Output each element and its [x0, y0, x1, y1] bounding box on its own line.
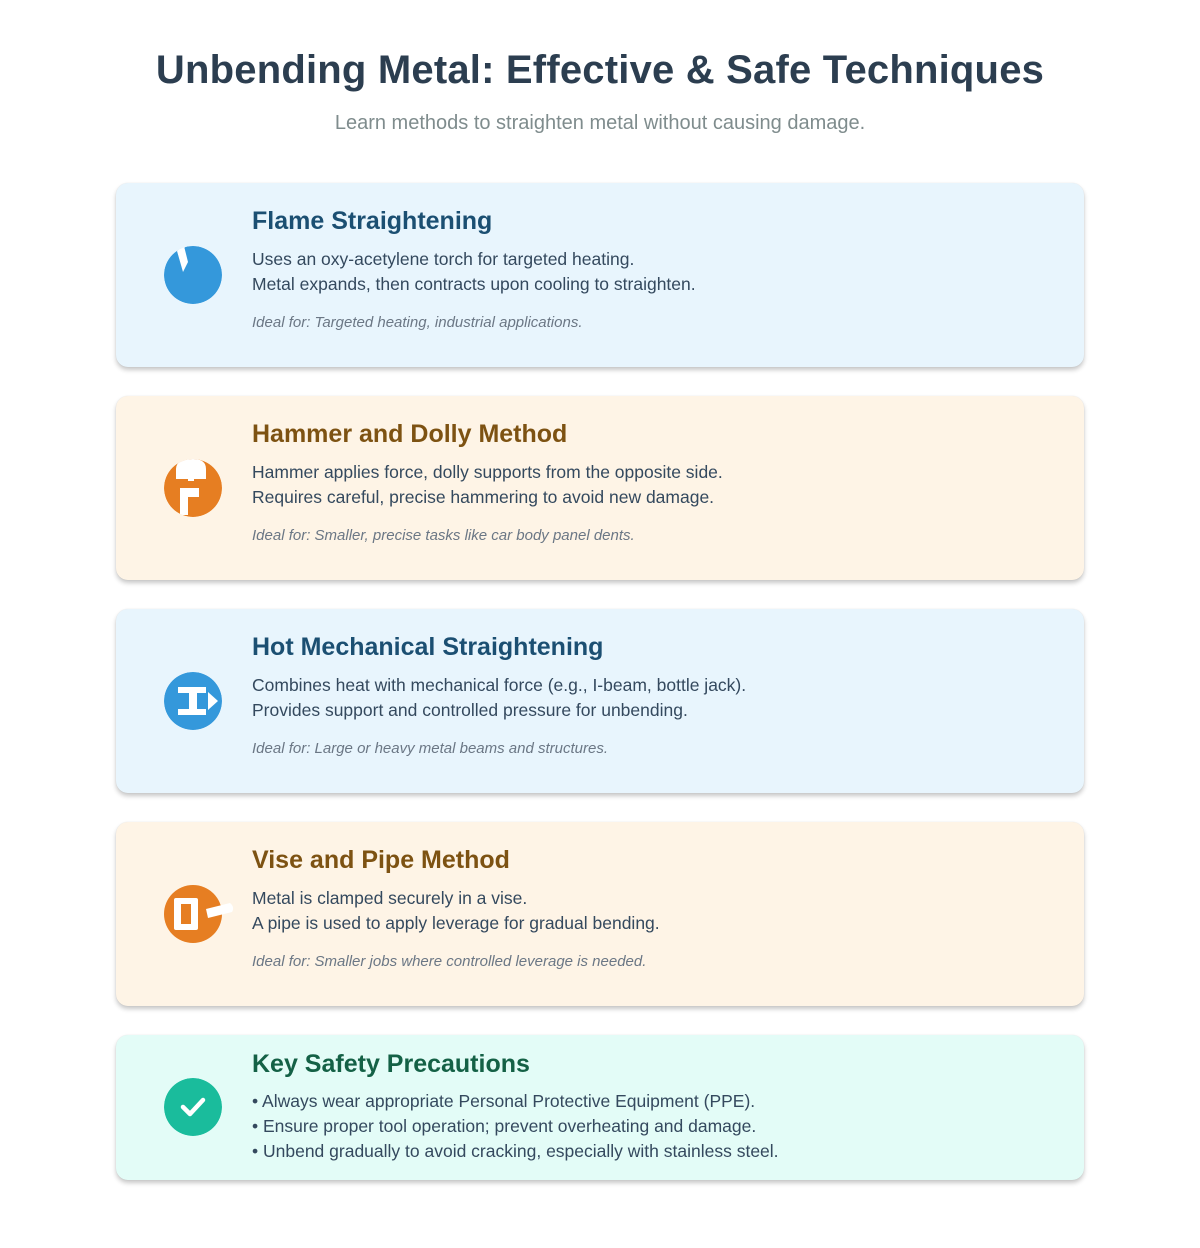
- method-title: Flame Straightening: [252, 207, 493, 235]
- method-description: [252, 247, 696, 297]
- flame-icon: [164, 246, 222, 304]
- method-card-hot-mechanical: [116, 609, 1084, 793]
- method-card-hammer-dolly: [116, 396, 1084, 580]
- description-line: Requires careful, precise hammering to avoid new damage.: [252, 487, 715, 507]
- description-line: Metal is clamped securely in a vise.: [252, 888, 528, 908]
- safety-item: • Unbend gradually to avoid cracking, especially with stainless steel.: [252, 1141, 779, 1161]
- description-line: Metal expands, then contracts upon cooling to straighten.: [252, 274, 696, 294]
- safety-title: Key Safety Precautions: [252, 1050, 530, 1078]
- safety-list: [252, 1089, 779, 1164]
- safety-item: • Always wear appropriate Personal Protective Equipment (PPE).: [252, 1091, 756, 1111]
- page-title: Unbending Metal: Effective & Safe Techniques: [155, 48, 1045, 92]
- i-beam-icon: [164, 672, 222, 730]
- method-description: [252, 673, 746, 723]
- description-line: Uses an oxy-acetylene torch for targeted heating.: [252, 249, 635, 269]
- method-ideal-for: Ideal for: Targeted heating, industrial applications.: [252, 314, 583, 331]
- method-title: Hammer and Dolly Method: [252, 420, 568, 448]
- vise-icon: [164, 885, 222, 943]
- method-ideal-for: Ideal for: Smaller, precise tasks like car body panel dents.: [252, 527, 635, 544]
- checkmark-icon: [164, 1078, 222, 1136]
- hammer-icon: [164, 459, 222, 517]
- method-title: Vise and Pipe Method: [252, 846, 510, 874]
- safety-card: [116, 1035, 1084, 1180]
- description-line: A pipe is used to apply leverage for gradual bending.: [252, 913, 660, 933]
- method-card-flame: [116, 183, 1084, 367]
- method-ideal-for: Ideal for: Large or heavy metal beams and structures.: [252, 740, 609, 757]
- description-line: Combines heat with mechanical force (e.g., I-beam, bottle jack).: [252, 675, 747, 695]
- method-description: [252, 460, 723, 510]
- page-subtitle: Learn methods to straighten metal without causing damage.: [334, 112, 866, 134]
- method-title: Hot Mechanical Straightening: [252, 633, 604, 661]
- safety-item: • Ensure proper tool operation; prevent overheating and damage.: [252, 1116, 757, 1136]
- method-description: [252, 886, 660, 936]
- method-card-vise-pipe: [116, 822, 1084, 1006]
- description-line: Provides support and controlled pressure for unbending.: [252, 700, 688, 720]
- method-ideal-for: Ideal for: Smaller jobs where controlled leverage is needed.: [252, 953, 647, 970]
- description-line: Hammer applies force, dolly supports from the opposite side.: [252, 462, 723, 482]
